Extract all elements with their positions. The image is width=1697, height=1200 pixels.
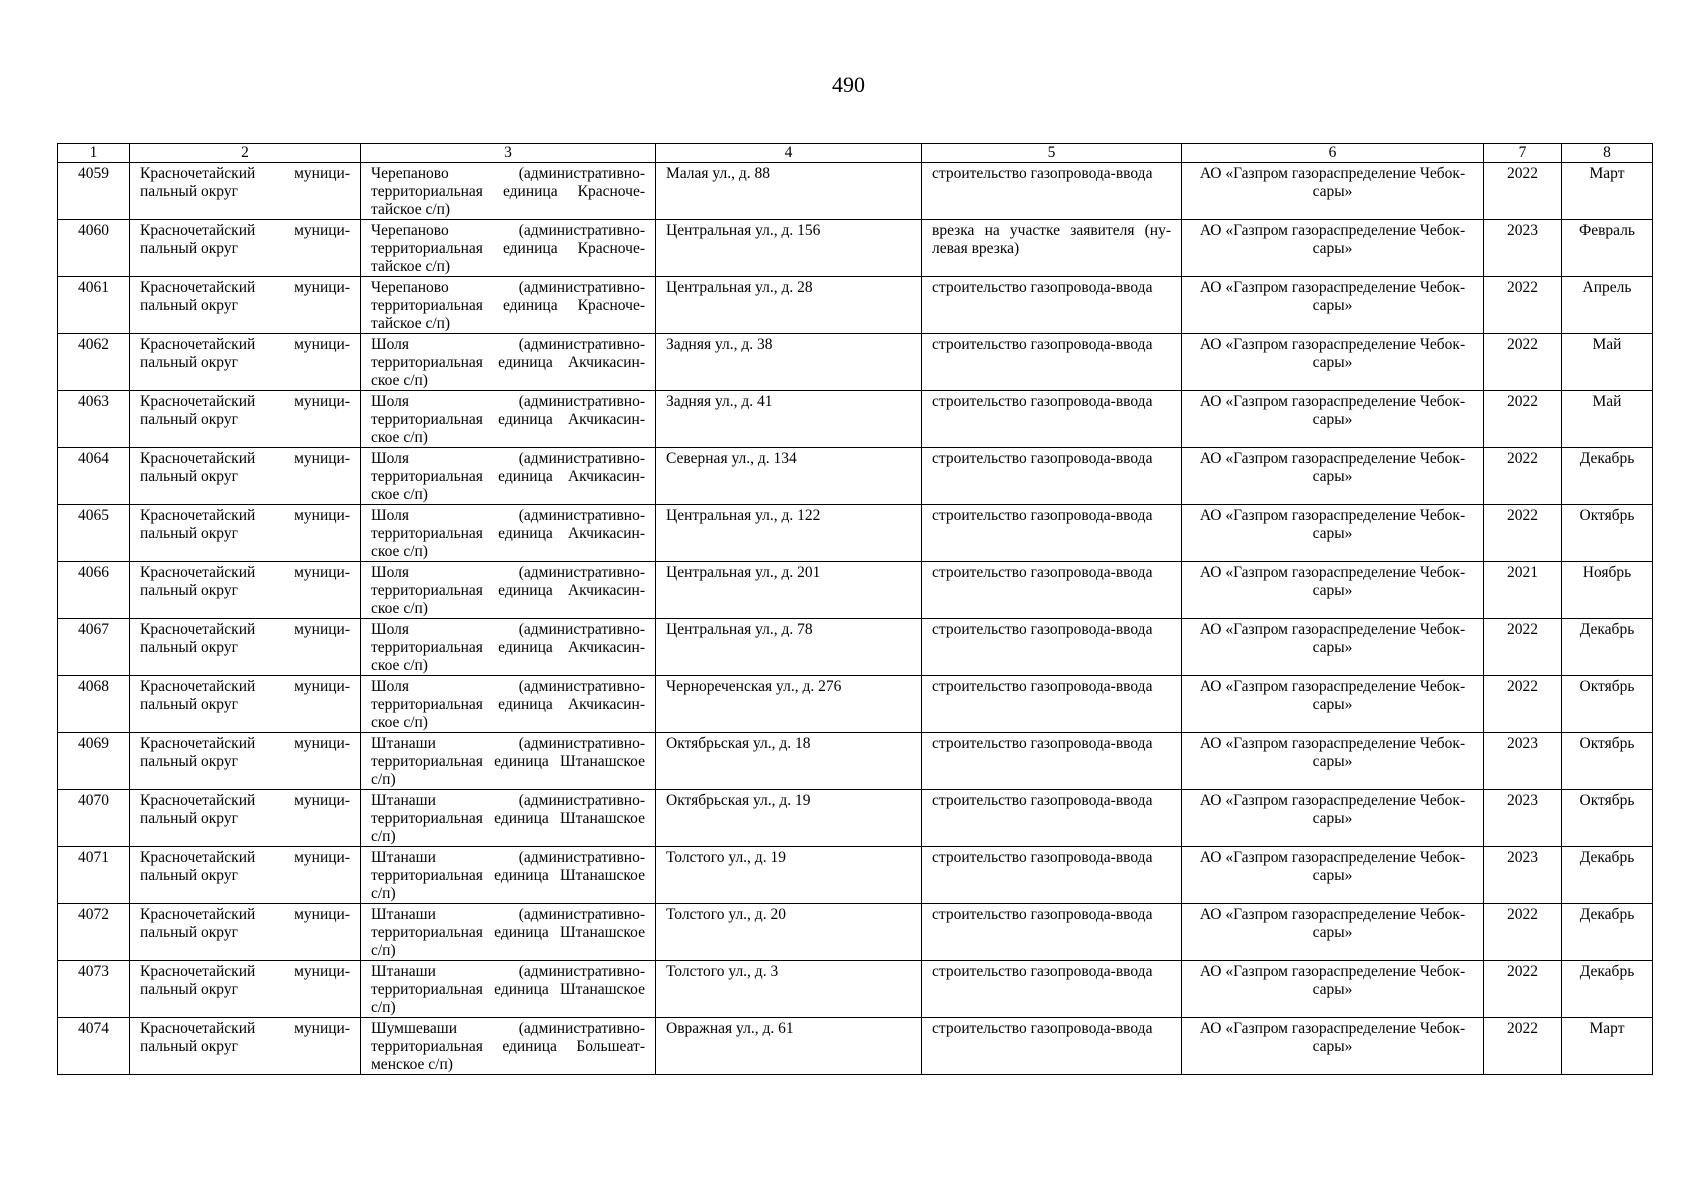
- work-type-cell: строительство газопровода-ввода: [922, 505, 1182, 562]
- year-cell: 2023: [1484, 733, 1562, 790]
- table-row: [58, 220, 1653, 277]
- district-name-part: Красночетайский: [140, 279, 256, 296]
- work-type-cell: строительство газопровода-ввода: [922, 334, 1182, 391]
- district-name-part: пальный округ: [140, 468, 238, 485]
- district-name-part: муници-: [294, 621, 350, 638]
- organization-cell: АО «Газпром газораспределение Чебок-сары»: [1182, 277, 1484, 334]
- locality-cell: Шоля (административно-территориальная единица Акчикасин-ское с/п): [361, 334, 656, 391]
- row-number: 4067: [58, 619, 130, 676]
- month-cell: Апрель: [1562, 277, 1653, 334]
- district-cell: [130, 448, 361, 505]
- address-cell: Центральная ул., д. 201: [656, 562, 922, 619]
- row-number: 4063: [58, 391, 130, 448]
- organization-cell: АО «Газпром газораспределение Чебок-сары»: [1182, 1018, 1484, 1075]
- locality-cell: Шумшеваши (административно-территориальная единица Большеат-менское с/п): [361, 1018, 656, 1075]
- district-cell: [130, 562, 361, 619]
- row-number: 4059: [58, 163, 130, 220]
- district-name-part: Красночетайский: [140, 735, 256, 752]
- organization-cell: АО «Газпром газораспределение Чебок-сары»: [1182, 676, 1484, 733]
- column-header-2: 2: [130, 144, 361, 163]
- district-name-part: Красночетайский: [140, 849, 256, 866]
- district-name-part: Красночетайский: [140, 222, 256, 239]
- district-name-part: пальный округ: [140, 354, 238, 371]
- district-name-part: муници-: [294, 336, 350, 353]
- district-name-part: пальный округ: [140, 525, 238, 542]
- column-header-4: 4: [656, 144, 922, 163]
- district-name-part: муници-: [294, 678, 350, 695]
- year-cell: 2022: [1484, 904, 1562, 961]
- locality-cell: Штанаши (административно-территориальная единица Штанашское с/п): [361, 904, 656, 961]
- district-name-part: Красночетайский: [140, 564, 256, 581]
- district-name-part: муници-: [294, 963, 350, 980]
- district-name-part: пальный округ: [140, 582, 238, 599]
- address-cell: Толстого ул., д. 19: [656, 847, 922, 904]
- month-cell: Октябрь: [1562, 733, 1653, 790]
- district-cell: [130, 220, 361, 277]
- district-name-part: Красночетайский: [140, 393, 256, 410]
- district-name-part: Красночетайский: [140, 906, 256, 923]
- table-row: [58, 790, 1653, 847]
- organization-cell: АО «Газпром газораспределение Чебок-сары»: [1182, 334, 1484, 391]
- work-type-cell: врезка на участке заявителя (ну-левая врезка): [922, 220, 1182, 277]
- district-name-part: муници-: [294, 450, 350, 467]
- district-name-part: Красночетайский: [140, 165, 256, 182]
- district-name-part: муници-: [294, 165, 350, 182]
- work-type-cell: строительство газопровода-ввода: [922, 733, 1182, 790]
- month-cell: Ноябрь: [1562, 562, 1653, 619]
- district-name-part: Красночетайский: [140, 963, 256, 980]
- district-cell: [130, 505, 361, 562]
- row-number: 4060: [58, 220, 130, 277]
- table-row: [58, 619, 1653, 676]
- month-cell: Октябрь: [1562, 505, 1653, 562]
- year-cell: 2022: [1484, 505, 1562, 562]
- row-number: 4062: [58, 334, 130, 391]
- row-number: 4073: [58, 961, 130, 1018]
- district-name-part: пальный округ: [140, 297, 238, 314]
- district-name-part: пальный округ: [140, 696, 238, 713]
- district-name-part: Красночетайский: [140, 450, 256, 467]
- district-cell: [130, 904, 361, 961]
- address-cell: Центральная ул., д. 156: [656, 220, 922, 277]
- district-cell: [130, 790, 361, 847]
- address-cell: Толстого ул., д. 3: [656, 961, 922, 1018]
- month-cell: Декабрь: [1562, 904, 1653, 961]
- address-cell: Задняя ул., д. 41: [656, 391, 922, 448]
- table-row: [58, 163, 1653, 220]
- table-row: [58, 847, 1653, 904]
- work-type-cell: строительство газопровода-ввода: [922, 163, 1182, 220]
- organization-cell: АО «Газпром газораспределение Чебок-сары»: [1182, 505, 1484, 562]
- page-number: 490: [832, 72, 865, 97]
- work-type-cell: строительство газопровода-ввода: [922, 904, 1182, 961]
- address-cell: Задняя ул., д. 38: [656, 334, 922, 391]
- locality-cell: Штанаши (административно-территориальная единица Штанашское с/п): [361, 790, 656, 847]
- row-number: 4071: [58, 847, 130, 904]
- locality-cell: Штанаши (административно-территориальная единица Штанашское с/п): [361, 733, 656, 790]
- month-cell: Декабрь: [1562, 448, 1653, 505]
- organization-cell: АО «Газпром газораспределение Чебок-сары»: [1182, 163, 1484, 220]
- year-cell: 2022: [1484, 448, 1562, 505]
- organization-cell: АО «Газпром газораспределение Чебок-сары»: [1182, 847, 1484, 904]
- address-cell: Толстого ул., д. 20: [656, 904, 922, 961]
- month-cell: Октябрь: [1562, 790, 1653, 847]
- district-name-part: муници-: [294, 849, 350, 866]
- district-name-part: пальный округ: [140, 240, 238, 257]
- gasification-table: [57, 143, 1653, 1075]
- district-cell: [130, 334, 361, 391]
- table-row: [58, 676, 1653, 733]
- column-header-8: 8: [1562, 144, 1653, 163]
- work-type-cell: строительство газопровода-ввода: [922, 448, 1182, 505]
- locality-cell: Шоля (административно-территориальная единица Акчикасин-ское с/п): [361, 619, 656, 676]
- organization-cell: АО «Газпром газораспределение Чебок-сары»: [1182, 733, 1484, 790]
- table-row: [58, 277, 1653, 334]
- month-cell: Май: [1562, 334, 1653, 391]
- district-name-part: Красночетайский: [140, 678, 256, 695]
- work-type-cell: строительство газопровода-ввода: [922, 1018, 1182, 1075]
- organization-cell: АО «Газпром газораспределение Чебок-сары»: [1182, 619, 1484, 676]
- year-cell: 2022: [1484, 277, 1562, 334]
- district-name-part: Красночетайский: [140, 621, 256, 638]
- row-number: 4070: [58, 790, 130, 847]
- district-cell: [130, 391, 361, 448]
- locality-cell: Шоля (административно-территориальная единица Акчикасин-ское с/п): [361, 448, 656, 505]
- column-number-row: [58, 144, 1653, 163]
- month-cell: Октябрь: [1562, 676, 1653, 733]
- organization-cell: АО «Газпром газораспределение Чебок-сары»: [1182, 562, 1484, 619]
- work-type-cell: строительство газопровода-ввода: [922, 790, 1182, 847]
- row-number: 4068: [58, 676, 130, 733]
- organization-cell: АО «Газпром газораспределение Чебок-сары»: [1182, 961, 1484, 1018]
- district-name-part: Красночетайский: [140, 1020, 256, 1037]
- row-number: 4074: [58, 1018, 130, 1075]
- month-cell: Декабрь: [1562, 847, 1653, 904]
- table-row: [58, 448, 1653, 505]
- district-name-part: муници-: [294, 393, 350, 410]
- district-name-part: пальный округ: [140, 1038, 238, 1055]
- address-cell: Малая ул., д. 88: [656, 163, 922, 220]
- organization-cell: АО «Газпром газораспределение Чебок-сары»: [1182, 220, 1484, 277]
- district-cell: [130, 277, 361, 334]
- district-cell: [130, 163, 361, 220]
- locality-cell: Шоля (административно-территориальная единица Акчикасин-ское с/п): [361, 391, 656, 448]
- locality-cell: Штанаши (административно-территориальная единица Штанашское с/п): [361, 961, 656, 1018]
- year-cell: 2022: [1484, 676, 1562, 733]
- table-row: [58, 562, 1653, 619]
- district-name-part: муници-: [294, 279, 350, 296]
- district-cell: [130, 733, 361, 790]
- district-cell: [130, 961, 361, 1018]
- address-cell: Центральная ул., д. 78: [656, 619, 922, 676]
- month-cell: Март: [1562, 1018, 1653, 1075]
- column-header-7: 7: [1484, 144, 1562, 163]
- locality-cell: Черепаново (административно-территориальная единица Красноче-тайское с/п): [361, 277, 656, 334]
- year-cell: 2023: [1484, 790, 1562, 847]
- table-row: [58, 1018, 1653, 1075]
- district-name-part: пальный округ: [140, 867, 238, 884]
- district-name-part: муници-: [294, 906, 350, 923]
- locality-cell: Шоля (административно-территориальная единица Акчикасин-ское с/п): [361, 676, 656, 733]
- column-header-1: 1: [58, 144, 130, 163]
- month-cell: Декабрь: [1562, 961, 1653, 1018]
- locality-cell: Черепаново (административно-территориальная единица Красноче-тайское с/п): [361, 163, 656, 220]
- row-number: 4064: [58, 448, 130, 505]
- column-header-3: 3: [361, 144, 656, 163]
- work-type-cell: строительство газопровода-ввода: [922, 676, 1182, 733]
- month-cell: Май: [1562, 391, 1653, 448]
- district-name-part: муници-: [294, 507, 350, 524]
- address-cell: Северная ул., д. 134: [656, 448, 922, 505]
- district-cell: [130, 676, 361, 733]
- work-type-cell: строительство газопровода-ввода: [922, 847, 1182, 904]
- district-name-part: пальный округ: [140, 183, 238, 200]
- column-header-6: 6: [1182, 144, 1484, 163]
- month-cell: Февраль: [1562, 220, 1653, 277]
- year-cell: 2022: [1484, 1018, 1562, 1075]
- work-type-cell: строительство газопровода-ввода: [922, 961, 1182, 1018]
- district-name-part: муници-: [294, 1020, 350, 1037]
- address-cell: Центральная ул., д. 122: [656, 505, 922, 562]
- district-name-part: пальный округ: [140, 924, 238, 941]
- locality-cell: Шоля (административно-территориальная единица Акчикасин-ское с/п): [361, 505, 656, 562]
- column-header-5: 5: [922, 144, 1182, 163]
- district-name-part: пальный округ: [140, 981, 238, 998]
- month-cell: Март: [1562, 163, 1653, 220]
- organization-cell: АО «Газпром газораспределение Чебок-сары»: [1182, 391, 1484, 448]
- work-type-cell: строительство газопровода-ввода: [922, 391, 1182, 448]
- district-name-part: пальный округ: [140, 411, 238, 428]
- row-number: 4065: [58, 505, 130, 562]
- year-cell: 2022: [1484, 391, 1562, 448]
- year-cell: 2022: [1484, 334, 1562, 391]
- district-name-part: муници-: [294, 735, 350, 752]
- row-number: 4061: [58, 277, 130, 334]
- row-number: 4069: [58, 733, 130, 790]
- row-number: 4072: [58, 904, 130, 961]
- address-cell: Чернореченская ул., д. 276: [656, 676, 922, 733]
- year-cell: 2022: [1484, 961, 1562, 1018]
- table-row: [58, 733, 1653, 790]
- year-cell: 2023: [1484, 220, 1562, 277]
- year-cell: 2022: [1484, 163, 1562, 220]
- work-type-cell: строительство газопровода-ввода: [922, 277, 1182, 334]
- district-name-part: муници-: [294, 222, 350, 239]
- district-cell: [130, 1018, 361, 1075]
- year-cell: 2021: [1484, 562, 1562, 619]
- district-name-part: муници-: [294, 792, 350, 809]
- district-name-part: пальный округ: [140, 753, 238, 770]
- district-name-part: пальный округ: [140, 810, 238, 827]
- district-name-part: Красночетайский: [140, 792, 256, 809]
- locality-cell: Черепаново (административно-территориальная единица Красноче-тайское с/п): [361, 220, 656, 277]
- table-row: [58, 505, 1653, 562]
- district-name-part: муници-: [294, 564, 350, 581]
- year-cell: 2023: [1484, 847, 1562, 904]
- organization-cell: АО «Газпром газораспределение Чебок-сары»: [1182, 790, 1484, 847]
- table-row: [58, 391, 1653, 448]
- year-cell: 2022: [1484, 619, 1562, 676]
- organization-cell: АО «Газпром газораспределение Чебок-сары»: [1182, 448, 1484, 505]
- address-cell: Октябрьская ул., д. 18: [656, 733, 922, 790]
- month-cell: Декабрь: [1562, 619, 1653, 676]
- district-cell: [130, 619, 361, 676]
- address-cell: Октябрьская ул., д. 19: [656, 790, 922, 847]
- organization-cell: АО «Газпром газораспределение Чебок-сары»: [1182, 904, 1484, 961]
- address-cell: Овражная ул., д. 61: [656, 1018, 922, 1075]
- locality-cell: Шоля (административно-территориальная единица Акчикасин-ское с/п): [361, 562, 656, 619]
- row-number: 4066: [58, 562, 130, 619]
- work-type-cell: строительство газопровода-ввода: [922, 562, 1182, 619]
- locality-cell: Штанаши (административно-территориальная единица Штанашское с/п): [361, 847, 656, 904]
- district-name-part: Красночетайский: [140, 507, 256, 524]
- table-row: [58, 904, 1653, 961]
- table-row: [58, 961, 1653, 1018]
- table-row: [58, 334, 1653, 391]
- work-type-cell: строительство газопровода-ввода: [922, 619, 1182, 676]
- district-name-part: пальный округ: [140, 639, 238, 656]
- address-cell: Центральная ул., д. 28: [656, 277, 922, 334]
- district-cell: [130, 847, 361, 904]
- district-name-part: Красночетайский: [140, 336, 256, 353]
